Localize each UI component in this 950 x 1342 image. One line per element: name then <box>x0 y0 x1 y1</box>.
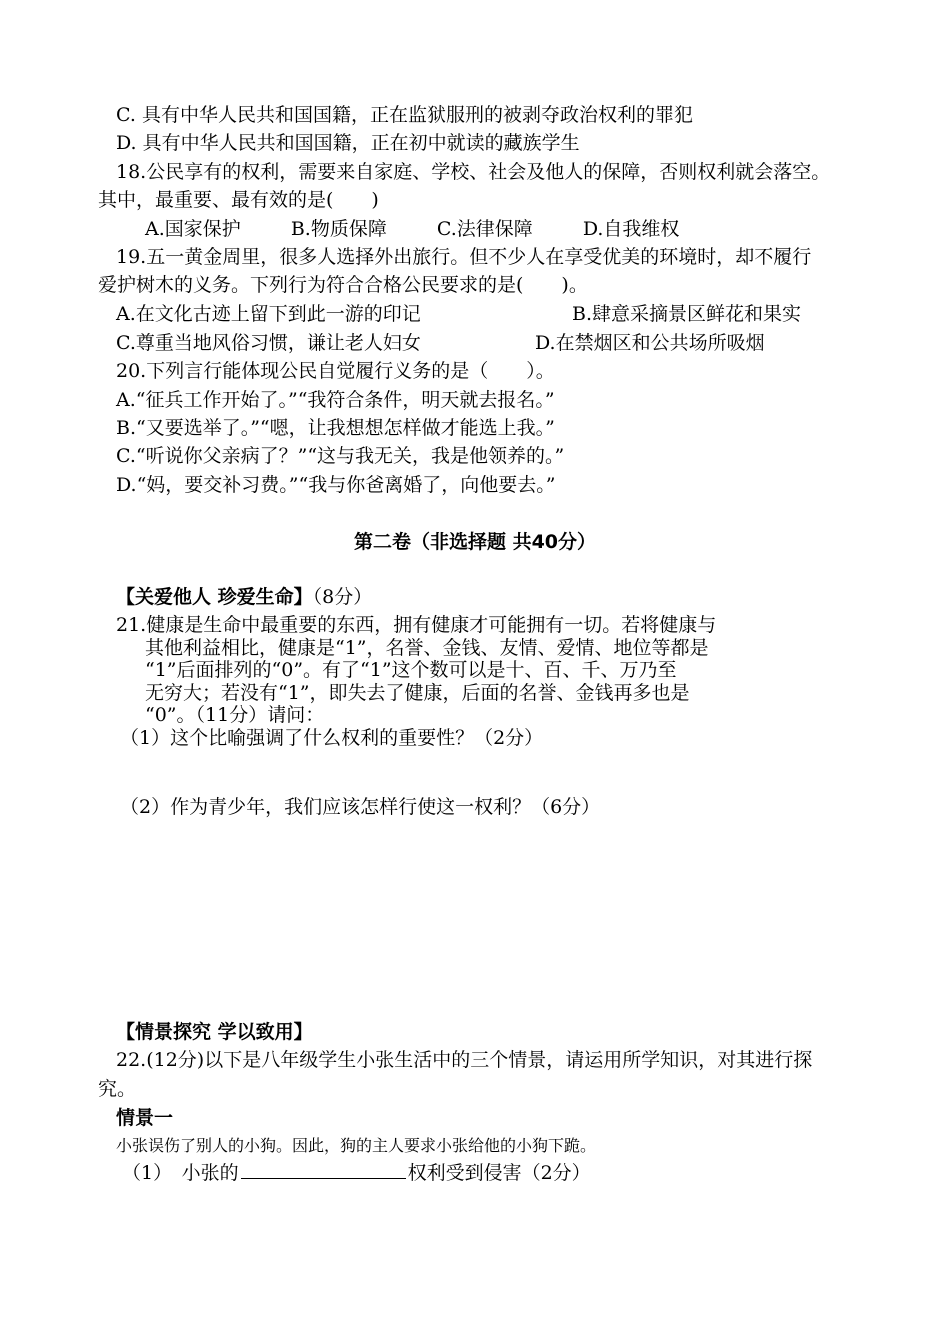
q19-option-b: B.肆意采摘景区鲜花和果实 <box>572 303 802 325</box>
q20-option-a: A.“征兵工作开始了。”“我符合条件，明天就去报名。” <box>116 389 555 411</box>
q21-sub-question-2: （2）作为青少年，我们应该怎样行使这一权利？（6分） <box>120 796 601 818</box>
section1-title: 【关爱他人 珍爱生命】 <box>116 586 313 608</box>
q22-stem-line-2: 究。 <box>98 1078 137 1100</box>
q21-line-3: “1”后面排列的“0”。有了“1”这个数可以是十、百、千、万乃至 <box>145 659 677 681</box>
q20-option-d: D.“妈，要交补习费。”“我与你爸离婚了，向他要去。” <box>116 474 556 496</box>
q21-line-2: 其他利益相比，健康是“1”，名誉、金钱、友情、爱情、地位等都是 <box>145 637 709 659</box>
q21-sub-question-1: （1）这个比喻强调了什么权利的重要性？（2分） <box>120 727 544 749</box>
section1-heading <box>116 585 372 609</box>
part2-title: 第二卷（非选择题 共40分） <box>353 531 597 553</box>
q22-stem-line-1: 22.(12分)以下是八年级学生小张生活中的三个情景，请运用所学知识，对其进行探 <box>116 1049 813 1071</box>
q22-sub-1-prefix: （1） 小张的 <box>122 1162 239 1184</box>
q19-option-d: D.在禁烟区和公共场所吸烟 <box>535 332 765 354</box>
answer-blank[interactable] <box>241 1160 406 1179</box>
q19-option-c: C.尊重当地风俗习惯，谦让老人妇女 <box>116 332 421 354</box>
q18-options <box>145 217 679 241</box>
q18-option-b: B.物质保障 <box>290 218 387 240</box>
q18-option-c: C.法律保障 <box>436 218 533 240</box>
q19-option-a: A.在文化古迹上留下到此一游的印记 <box>116 303 421 325</box>
q20-option-b: B.“又要选举了。”“嗯，让我想想怎样做才能选上我。” <box>116 417 555 439</box>
q22-sub-1-suffix: 权利受到侵害（2分） <box>407 1162 591 1184</box>
q21-answer-space-2[interactable] <box>120 822 820 1012</box>
q17-option-d: D. 具有中华人民共和国国籍，正在初中就读的藏族学生 <box>116 132 580 154</box>
scene1-text: 小张误伤了别人的小狗。因此，狗的主人要求小张给他的小狗下跪。 <box>116 1136 597 1155</box>
q21-line-5: “0”。（11分）请问： <box>145 704 325 726</box>
q19-stem-line-1: 19.五一黄金周里，很多人选择外出旅行。但不少人在享受优美的环境时，却不履行 <box>116 246 812 268</box>
q20-option-c: C.“听说你父亲病了？”“这与我无关，我是他领养的。” <box>116 445 565 467</box>
q18-stem-line-2: 其中，最重要、最有效的是( ) <box>98 189 379 211</box>
scene1-title: 情景一 <box>116 1107 174 1129</box>
q20-stem: 20.下列言行能体现公民自觉履行义务的是（ ）。 <box>116 360 555 382</box>
q18-stem-line-1: 18.公民享有的权利，需要来自家庭、学校、社会及他人的保障，否则权利就会落空。 <box>116 161 831 183</box>
section2-title: 【情景探究 学以致用】 <box>116 1021 313 1043</box>
q21-answer-space-1[interactable] <box>120 752 820 788</box>
q21-line-1: 21.健康是生命中最重要的东西，拥有健康才可能拥有一切。若将健康与 <box>116 614 717 636</box>
q21-line-4: 无穷大；若没有“1”，即失去了健康，后面的名誉、金钱再多也是 <box>145 682 690 704</box>
q17-option-c: C. 具有中华人民共和国国籍，正在监狱服刑的被剥夺政治权利的罪犯 <box>116 104 693 126</box>
q18-option-a: A.国家保护 <box>145 218 241 240</box>
section1-score: （8分） <box>312 586 373 608</box>
q22-sub-question-1 <box>122 1160 591 1185</box>
q19-stem-line-2: 爱护树木的义务。下列行为符合合格公民要求的是( )。 <box>98 274 588 296</box>
q18-option-d: D.自我维权 <box>582 218 680 240</box>
